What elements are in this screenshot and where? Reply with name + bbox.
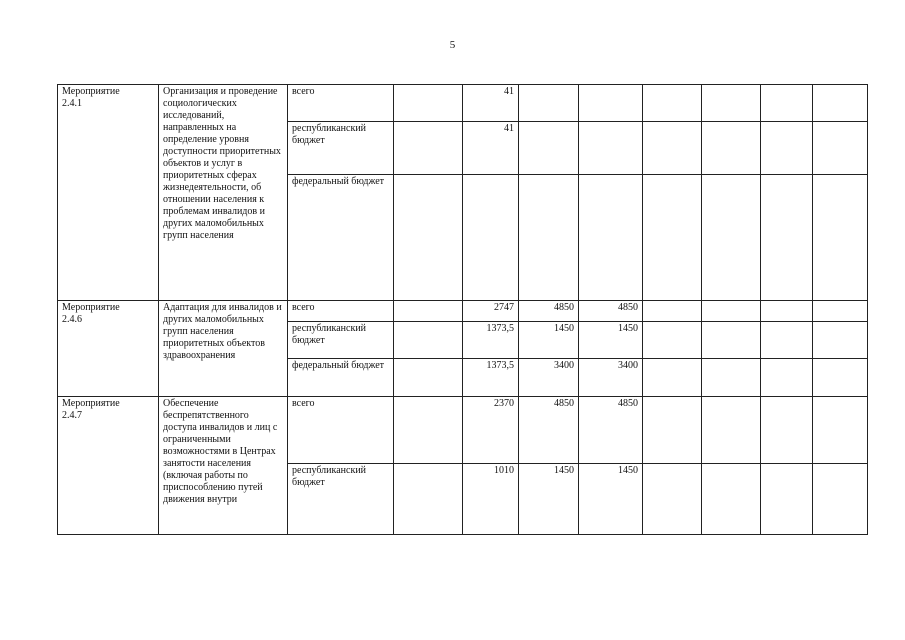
empty-cell (813, 397, 868, 464)
value-cell: 2370 (463, 397, 519, 464)
value-cell: 41 (463, 122, 519, 175)
source-cell: республиканский бюджет (288, 122, 394, 175)
table-row (58, 85, 868, 122)
empty-cell (702, 464, 761, 535)
value-cell: 1010 (463, 464, 519, 535)
value-cell (519, 85, 579, 122)
source-cell: федеральный бюджет (288, 175, 394, 301)
empty-cell (643, 322, 702, 359)
empty-cell (702, 122, 761, 175)
description-cell (159, 301, 288, 397)
description-cell (159, 397, 288, 535)
empty-cell (702, 301, 761, 322)
empty-cell (813, 122, 868, 175)
empty-cell (813, 322, 868, 359)
value-cell: 1373,5 (463, 359, 519, 397)
empty-cell (813, 464, 868, 535)
empty-cell (702, 322, 761, 359)
value-cell: 1373,5 (463, 322, 519, 359)
value-cell: 1450 (579, 322, 643, 359)
value-cell: 3400 (579, 359, 643, 397)
empty-cell (813, 359, 868, 397)
description-cell (159, 85, 288, 301)
empty-cell (702, 175, 761, 301)
empty-cell (394, 397, 463, 464)
measure-cell (58, 85, 159, 301)
source-cell: всего (288, 301, 394, 322)
empty-cell (761, 85, 813, 122)
empty-cell (643, 175, 702, 301)
measure-label: Мероприятие 2.4.7 (62, 398, 120, 421)
value-cell: 4850 (519, 301, 579, 322)
page-number: 5 (449, 39, 456, 51)
empty-cell (702, 85, 761, 122)
source-cell: республиканский бюджет (288, 322, 394, 359)
source-cell: республиканский бюджет (288, 464, 394, 535)
description-text: Адаптация для инвалидов и других маломобильных групп населения приоритетных объектов здравоохранения (163, 302, 282, 361)
budget-table (57, 84, 868, 535)
empty-cell (394, 301, 463, 322)
empty-cell (643, 359, 702, 397)
empty-cell (813, 301, 868, 322)
empty-cell (702, 397, 761, 464)
value-cell: 4850 (579, 301, 643, 322)
value-cell: 1450 (579, 464, 643, 535)
empty-cell (643, 464, 702, 535)
source-cell: всего (288, 85, 394, 122)
value-cell (579, 122, 643, 175)
empty-cell (761, 322, 813, 359)
empty-cell (394, 85, 463, 122)
value-cell: 41 (463, 85, 519, 122)
value-cell: 3400 (519, 359, 579, 397)
empty-cell (643, 301, 702, 322)
empty-cell (702, 359, 761, 397)
empty-cell (394, 322, 463, 359)
empty-cell (394, 122, 463, 175)
description-text: Организация и проведение социологических исследований, направленных на определение уровня доступности приоритетных объектов и услуг в приоритетных сферах жизнедеятельности, об отношении населения к проблемам инвалидов и других маломобильных групп населения (163, 86, 281, 241)
empty-cell (761, 122, 813, 175)
empty-cell (394, 464, 463, 535)
empty-cell (643, 397, 702, 464)
value-cell: 1450 (519, 322, 579, 359)
empty-cell (761, 397, 813, 464)
measure-label: Мероприятие 2.4.1 (62, 86, 120, 109)
value-cell (519, 122, 579, 175)
value-cell: 4850 (579, 397, 643, 464)
measure-cell (58, 301, 159, 397)
value-cell: 2747 (463, 301, 519, 322)
empty-cell (761, 301, 813, 322)
empty-cell (761, 359, 813, 397)
source-cell: федеральный бюджет (288, 359, 394, 397)
value-cell (519, 175, 579, 301)
measure-cell (58, 397, 159, 535)
description-text: Обеспечение беспрепятственного доступа инвалидов и лиц с ограниченными возможностями в Центрах занятости населения (включая работы по приспособлению путей движения внутри (163, 398, 278, 505)
value-cell (463, 175, 519, 301)
value-cell (579, 175, 643, 301)
empty-cell (394, 359, 463, 397)
measure-label: Мероприятие 2.4.6 (62, 302, 120, 325)
source-cell: всего (288, 397, 394, 464)
empty-cell (643, 85, 702, 122)
table-row (58, 301, 868, 322)
table-row (58, 397, 868, 464)
value-cell: 4850 (519, 397, 579, 464)
empty-cell (813, 85, 868, 122)
empty-cell (761, 175, 813, 301)
empty-cell (813, 175, 868, 301)
value-cell: 1450 (519, 464, 579, 535)
empty-cell (394, 175, 463, 301)
empty-cell (761, 464, 813, 535)
value-cell (579, 85, 643, 122)
empty-cell (643, 122, 702, 175)
